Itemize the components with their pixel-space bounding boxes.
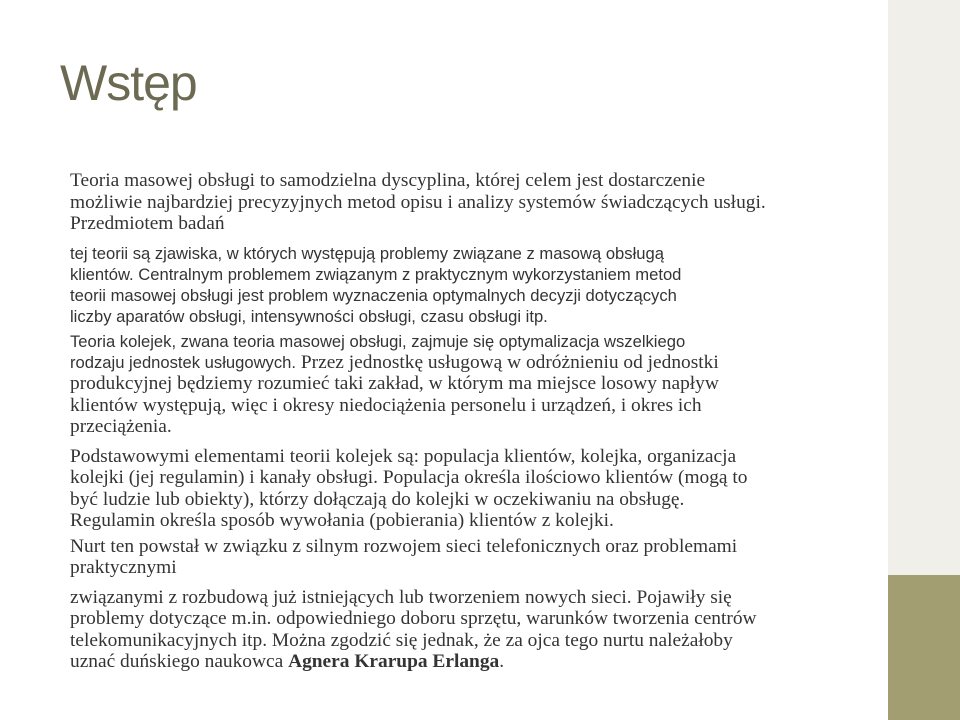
paragraph-6: [70, 587, 840, 673]
text-line: Teoria kolejek, zwana teoria masowej obsługi, zajmuje się optymalizacja wszelkiego: [70, 331, 686, 351]
text-span: rodzaju jednostek usługowych.: [70, 352, 296, 372]
text-line: klientów. Centralnym problemem związanym z praktycznym wykorzystaniem metod: [70, 264, 682, 284]
text-line: związanymi z rozbudową już istniejących lub tworzeniem nowych sieci. Pojawiły się: [70, 586, 732, 608]
paragraph-5: [70, 536, 840, 579]
text-line: tej teorii są zjawiska, w których występują problemy związane z masową obsługą: [70, 243, 664, 263]
text-line: [70, 352, 840, 374]
text-span: .: [499, 651, 505, 672]
text-line: Regulamin określa sposób wywołania (pobierania) klientów z kolejki.: [70, 510, 614, 531]
text-line: klientów występują, więc i okresy niedociążenia personelu i urządzeń, i okres ich: [70, 394, 702, 416]
text-line: [70, 651, 840, 673]
text-line: produkcyjnej będziemy rozumieć taki zakład, w którym ma miejsce losowy napływ: [70, 373, 719, 394]
paragraph-3: [70, 331, 840, 438]
slide-body: [70, 170, 840, 673]
paragraph-2: [70, 243, 840, 327]
text-line: Teoria masowej obsługi to samodzielna dyscyplina, której celem jest dostarczenie: [70, 170, 706, 191]
text-line: teorii masowej obsługi jest problem wyznaczenia optymalnych decyzji dotyczących: [70, 285, 677, 305]
text-line: telekomunikacyjnych itp. Można zgodzić się jednak, że za ojca tego nurtu należałoby: [70, 629, 733, 651]
side-band-top: [888, 0, 960, 575]
text-line: kolejki (jej regulamin) i kanały obsługi. Populacja określa ilościowo klientów (mogą to: [70, 467, 748, 488]
paragraph-1: [70, 170, 840, 235]
side-band-bottom: [888, 575, 960, 720]
text-line: być ludzie lub obiekty), którzy dołączają do kolejki w oczekiwaniu na obsługę.: [70, 488, 685, 510]
text-line: Nurt ten powstał w związku z silnym rozwojem sieci telefonicznych oraz problemami: [70, 535, 738, 557]
text-line: możliwie najbardziej precyzyjnych metod opisu i analizy systemów świadczących usługi.: [70, 191, 766, 213]
text-line: problemy dotyczące m.in. odpowiedniego doboru sprzętu, warunków tworzenia centrów: [70, 608, 757, 629]
text-span: uznać duńskiego naukowca: [70, 651, 289, 672]
slide-title: Wstęp: [60, 55, 197, 111]
text-line: praktycznymi: [70, 557, 177, 578]
paragraph-4: [70, 446, 840, 532]
text-line: liczby aparatów obsługi, intensywności obsługi, czasu obsługi itp.: [70, 306, 548, 326]
erlang-name: Agnera Krarupa Erlanga: [288, 651, 500, 672]
text-span: Przez jednostkę usługową w odróżnieniu od jednostki: [296, 351, 719, 373]
text-line: Podstawowymi elementami teorii kolejek są: populacja klientów, kolejka, organizacja: [70, 445, 737, 467]
text-line: przeciążenia.: [70, 416, 172, 437]
text-line: Przedmiotem badań: [70, 213, 225, 234]
